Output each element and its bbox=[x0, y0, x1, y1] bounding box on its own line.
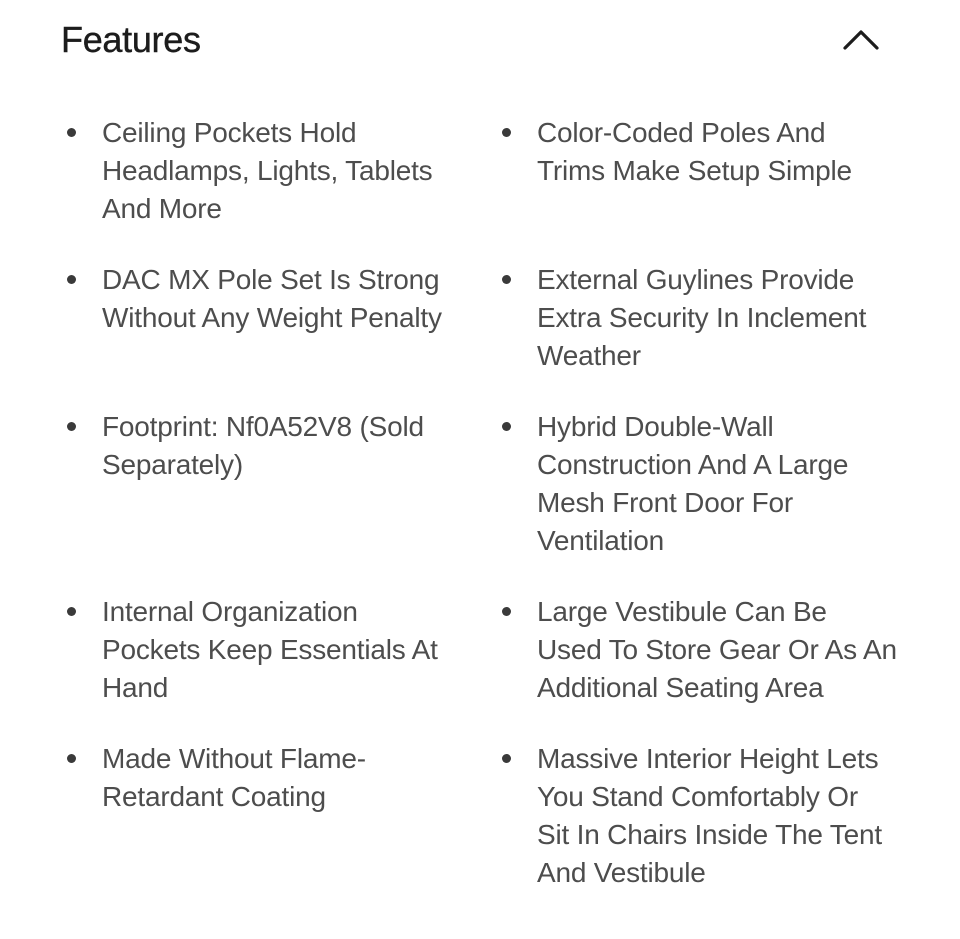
feature-item bbox=[102, 408, 462, 484]
bullet-icon bbox=[502, 128, 511, 137]
feature-text: Footprint: Nf0A52V8 (Sold Separately) bbox=[102, 411, 424, 480]
bullet-icon bbox=[502, 754, 511, 763]
feature-item bbox=[537, 408, 897, 560]
feature-text: Ceiling Pockets Hold Headlamps, Lights, Tablets And More bbox=[102, 117, 433, 224]
bullet-icon bbox=[67, 607, 76, 616]
bullet-icon bbox=[67, 754, 76, 763]
collapse-toggle-button[interactable] bbox=[839, 18, 883, 62]
feature-text: Internal Organization Pockets Keep Essentials At Hand bbox=[102, 596, 438, 703]
feature-item bbox=[102, 114, 462, 228]
feature-item bbox=[537, 593, 897, 707]
bullet-icon bbox=[502, 422, 511, 431]
bullet-icon bbox=[67, 275, 76, 284]
feature-item bbox=[537, 114, 897, 190]
bullet-icon bbox=[502, 275, 511, 284]
feature-text: Made Without Flame-Retardant Coating bbox=[102, 743, 366, 812]
feature-text: Hybrid Double-Wall Construction And A Large Mesh Front Door For Ventilation bbox=[537, 411, 849, 556]
feature-item bbox=[102, 261, 462, 337]
feature-item bbox=[102, 593, 462, 707]
feature-text: Large Vestibule Can Be Used To Store Gear Or As An Additional Seating Area bbox=[537, 596, 897, 703]
section-title: Features bbox=[61, 19, 201, 60]
feature-item bbox=[102, 740, 462, 816]
bullet-icon bbox=[502, 607, 511, 616]
feature-item bbox=[537, 261, 897, 375]
features-header[interactable] bbox=[61, 12, 891, 68]
feature-item bbox=[537, 740, 897, 892]
feature-text: Massive Interior Height Lets You Stand Comfortably Or Sit In Chairs Inside The Tent And Vestibule bbox=[537, 743, 882, 888]
bullet-icon bbox=[67, 422, 76, 431]
feature-text: Color-Coded Poles And Trims Make Setup Simple bbox=[537, 117, 852, 186]
chevron-up-icon bbox=[842, 28, 880, 52]
feature-text: DAC MX Pole Set Is Strong Without Any Weight Penalty bbox=[102, 264, 442, 333]
feature-text: External Guylines Provide Extra Security In Inclement Weather bbox=[537, 264, 867, 371]
bullet-icon bbox=[67, 128, 76, 137]
